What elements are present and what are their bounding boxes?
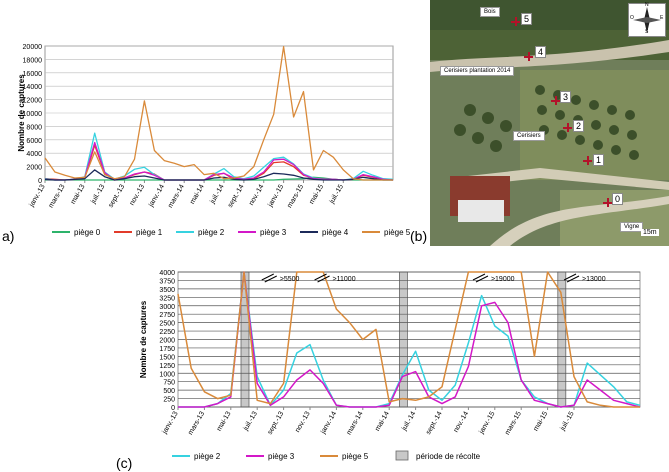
chart-a-svg	[0, 0, 420, 248]
x-tick-label: sept.-13	[266, 410, 286, 436]
annotation-label: >5500	[279, 276, 300, 283]
x-tick-label: nov.-14	[247, 183, 266, 207]
y-tick-label: 2000	[159, 337, 175, 345]
x-tick-label: mars-14	[345, 410, 365, 437]
legend-label: piège 5	[342, 452, 369, 461]
y-tick-label: 2750	[159, 312, 175, 320]
y-tick-label: 18000	[22, 57, 42, 65]
x-tick-label: sept.-14	[425, 410, 444, 436]
map-label-cerisiers-plantation: Cerisiers plantation 2014	[440, 66, 514, 76]
y-tick-label: 3000	[159, 303, 175, 311]
x-tick-label: juil.-14	[400, 410, 418, 432]
x-tick-label: juil.-15	[559, 410, 576, 432]
x-tick-label: juil.-14	[209, 183, 226, 205]
y-tick-label: 20000	[22, 44, 42, 51]
compass-n: N	[645, 2, 649, 8]
y-tick-label: 1500	[159, 354, 175, 362]
trap-1-label: 1	[593, 154, 604, 166]
x-tick-label: nov.-13	[128, 183, 147, 207]
y-tick-label: 2500	[159, 320, 175, 328]
annotation-label: >19000	[490, 276, 515, 283]
aerial-map	[430, 0, 669, 246]
y-tick-label: 1250	[159, 362, 175, 370]
legend-label: piège 3	[268, 452, 295, 461]
y-tick-label: 1750	[159, 345, 175, 353]
legend-label: piège 5	[384, 228, 411, 237]
panel-label-c: (c)	[116, 455, 133, 471]
scale-bar-label: 15m	[643, 229, 657, 236]
legend-label: piège 0	[74, 228, 101, 237]
y-tick-label: 3500	[159, 286, 175, 294]
annotation-label: >13000	[582, 276, 606, 283]
x-tick-label: nov.-13	[294, 410, 312, 434]
map-label-bois: Bois	[480, 7, 500, 17]
x-tick-label: janv.-13	[28, 183, 47, 209]
x-tick-label: mai-15	[308, 183, 326, 206]
trap-5-marker	[511, 17, 520, 26]
x-tick-label: janv.-15	[267, 183, 286, 209]
y-axis-label: Nombre de captures	[17, 74, 26, 152]
legend-label: période de récolte	[416, 452, 481, 461]
trap-4-label: 4	[535, 46, 546, 58]
trap-0-marker	[603, 198, 612, 207]
x-tick-label: janv.-14	[319, 410, 339, 436]
legend-label: piège 2	[198, 228, 225, 237]
x-tick-label: mars-13	[47, 183, 67, 210]
x-tick-label: mars-15	[504, 410, 523, 437]
y-tick-label: 500	[163, 388, 175, 396]
trap-3-marker	[551, 96, 560, 105]
x-tick-label: mars-14	[167, 183, 186, 210]
compass-s: S	[645, 29, 649, 35]
y-tick-label: 6000	[26, 137, 42, 145]
legend-swatch	[396, 451, 408, 460]
trap-2-label: 2	[573, 120, 584, 132]
y-tick-label: 14000	[22, 84, 42, 92]
x-tick-label: sept.-14	[226, 183, 246, 209]
y-tick-label: 4000	[26, 151, 42, 159]
y-tick-label: 16000	[22, 70, 42, 78]
y-axis-label: Nombre de captures	[139, 300, 148, 379]
x-tick-label: mai-14	[374, 410, 391, 433]
y-tick-label: 750	[163, 379, 175, 387]
legend-label: piège 1	[136, 228, 163, 237]
x-tick-label: mai-15	[532, 410, 550, 433]
trap-0-label: 0	[612, 193, 623, 205]
trap-5-label: 5	[521, 13, 532, 25]
y-tick-label: 10000	[22, 111, 42, 118]
compass-o: O	[630, 15, 634, 21]
chart-c-svg	[118, 258, 669, 472]
trap-3-label: 3	[560, 91, 571, 103]
x-tick-label: nov.-14	[452, 410, 471, 434]
trap-4-marker	[524, 52, 533, 61]
x-tick-label: janv.-15	[478, 410, 497, 436]
compass-rose	[628, 3, 666, 37]
chart-panel-a	[0, 0, 420, 248]
y-tick-label: 3250	[159, 295, 175, 303]
x-tick-label: mars-13	[187, 410, 207, 437]
annotation-label: >11000	[332, 276, 356, 283]
x-tick-label: sept.-13	[107, 183, 127, 209]
x-tick-label: juil.-13	[90, 183, 107, 205]
legend-label: piège 2	[194, 452, 221, 461]
y-tick-label: 12000	[22, 97, 42, 105]
y-tick-label: 2250	[159, 329, 175, 337]
x-tick-label: mai-13	[215, 410, 233, 433]
x-tick-label: mai-14	[189, 183, 206, 206]
y-tick-label: 0	[38, 178, 42, 185]
y-tick-label: 4000	[159, 270, 175, 277]
map-label-cerisiers: Cerisiers	[513, 131, 545, 141]
map-label-vigne: Vigne	[620, 222, 643, 232]
x-tick-label: juil.-15	[328, 183, 346, 205]
y-tick-label: 3750	[159, 278, 175, 286]
compass-e: E	[660, 15, 664, 21]
x-tick-label: janv.-14	[147, 183, 167, 209]
legend-label: piège 3	[260, 228, 287, 237]
x-tick-label: mars-15	[286, 183, 306, 210]
x-tick-label: janv.-13	[161, 410, 180, 436]
y-tick-label: 8000	[26, 124, 42, 132]
y-tick-label: 0	[171, 405, 175, 412]
trap-2-marker	[563, 123, 572, 132]
legend-label: piège 4	[322, 228, 349, 237]
x-tick-label: mai-13	[69, 183, 87, 206]
chart-panel-c	[118, 258, 669, 472]
trap-1-marker	[583, 156, 592, 165]
y-tick-label: 2000	[26, 164, 42, 172]
scale-bar	[641, 229, 659, 236]
panel-label-a: a)	[2, 228, 15, 244]
y-tick-label: 250	[163, 396, 175, 404]
x-tick-label: juil.-13	[242, 410, 259, 432]
y-tick-label: 1000	[159, 371, 175, 379]
panel-label-b: (b)	[410, 228, 428, 244]
